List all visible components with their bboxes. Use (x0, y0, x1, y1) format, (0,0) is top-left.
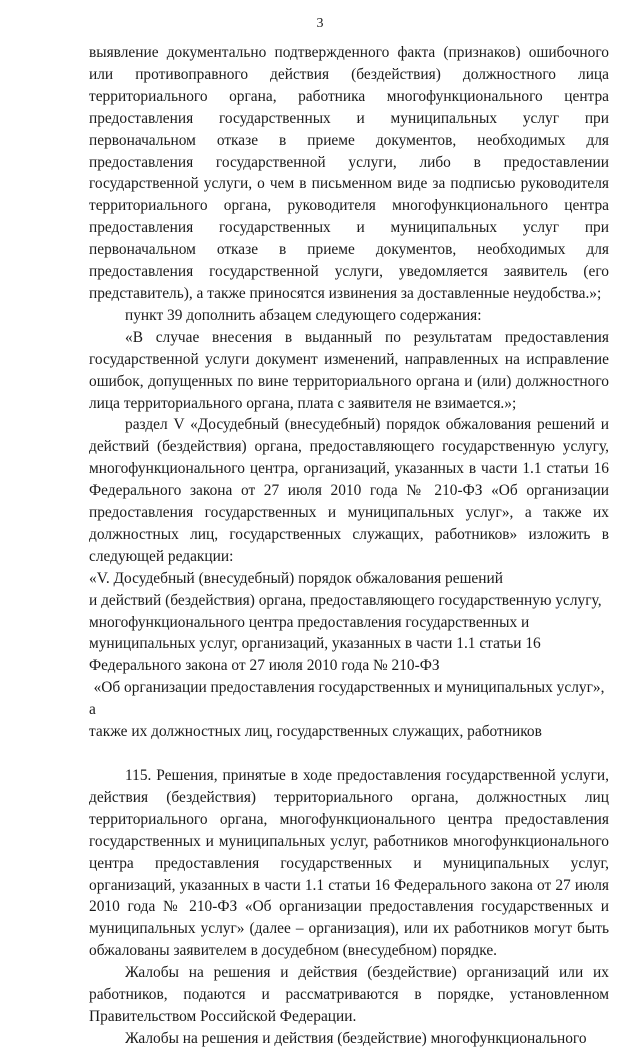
paragraph-7: Жалобы на решения и действия (бездействие) многофункционального (125, 1029, 587, 1047)
section-heading (89, 568, 609, 743)
heading-line-1: «V. Досудебный (внесудебный) порядок обжалования решений (89, 569, 503, 587)
section-gap (89, 743, 609, 765)
heading-line-4: муниципальных услуг, организаций, указанных в части 1.1 статьи 16 (89, 635, 541, 653)
heading-line-2: и действий (бездействия) органа, предоставляющего государственную услугу, (89, 591, 602, 609)
document-body (89, 42, 609, 1050)
paragraph-3: «В случае внесения в выданный по результатам предоставления государственной услуги документ изменений, направленных на исправление ошибок, допущенных по вине территориального органа и (или) должностного лица территориального органа, плата с заявителя не взимается.»; (89, 328, 609, 412)
paragraph-115: 115. Решения, принятые в ходе предоставления государственной услуги, действия (бездействия) территориального органа, должностных лиц территориального органа, многофункционального центра предоставления государственных и муниципальных услуг, работников многофункционального центра предоставления государственных и муниципальных услуг, организаций, указанных в части 1.1 статьи 16 Федерального закона от 27 июля 2010 года № 210-ФЗ «Об организации предоставления государственных и муниципальных услуг» (далее – организация), или их работников могут быть обжалованы заявителем в досудебном (внесудебном) порядке. (89, 767, 609, 960)
paragraph-4: раздел V «Досудебный (внесудебный) порядок обжалования решений и действий (бездействия) органа, предоставляющего государственную услугу, многофункционального центра, организаций, указанных в части 1.1 статьи 16 Федерального закона от 27 июля 2010 года № 210-ФЗ «Об организации предоставления государственных и муниципальных услуг», а также их должностных лиц, государственных служащих, работников» изложить в следующей редакции: (89, 416, 609, 565)
heading-line-7: также их должностных лиц, государственных служащих, работников (89, 723, 542, 741)
paragraph-2: пункт 39 дополнить абзацем следующего содержания: (125, 306, 482, 324)
page-number: 3 (316, 16, 324, 31)
heading-line-3: многофункционального центра предоставления государственных и (89, 613, 530, 631)
heading-line-6: «Об организации предоставления государственных и муниципальных услуг», а (89, 679, 605, 719)
paragraph-6: Жалобы на решения и действия (бездействие) организаций или их работников, подаются и рассматриваются в порядке, установленном Правительством Российской Федерации. (89, 964, 609, 1025)
heading-line-5: Федерального закона от 27 июля 2010 года № 210-ФЗ (89, 657, 440, 675)
paragraph-1: выявление документально подтвержденного факта (признаков) ошибочного или противоправного действия (бездействия) должностного лица территориального органа, работника многофункционального центра предоставления государственных и муниципальных услуг при первоначальном отказе в приеме документов, необходимых для предоставления государственной услуги, либо в предоставлении государственной услуги, о чем в письменном виде за подписью руководителя территориального органа, руководителя многофункционального центра предоставления государственных и муниципальных услуг при первоначальном отказе в приеме документов, необходимых для предоставления государственной услуги, уведомляется заявитель (его представитель), а также приносятся извинения за доставленные неудобства.»; (89, 44, 609, 302)
